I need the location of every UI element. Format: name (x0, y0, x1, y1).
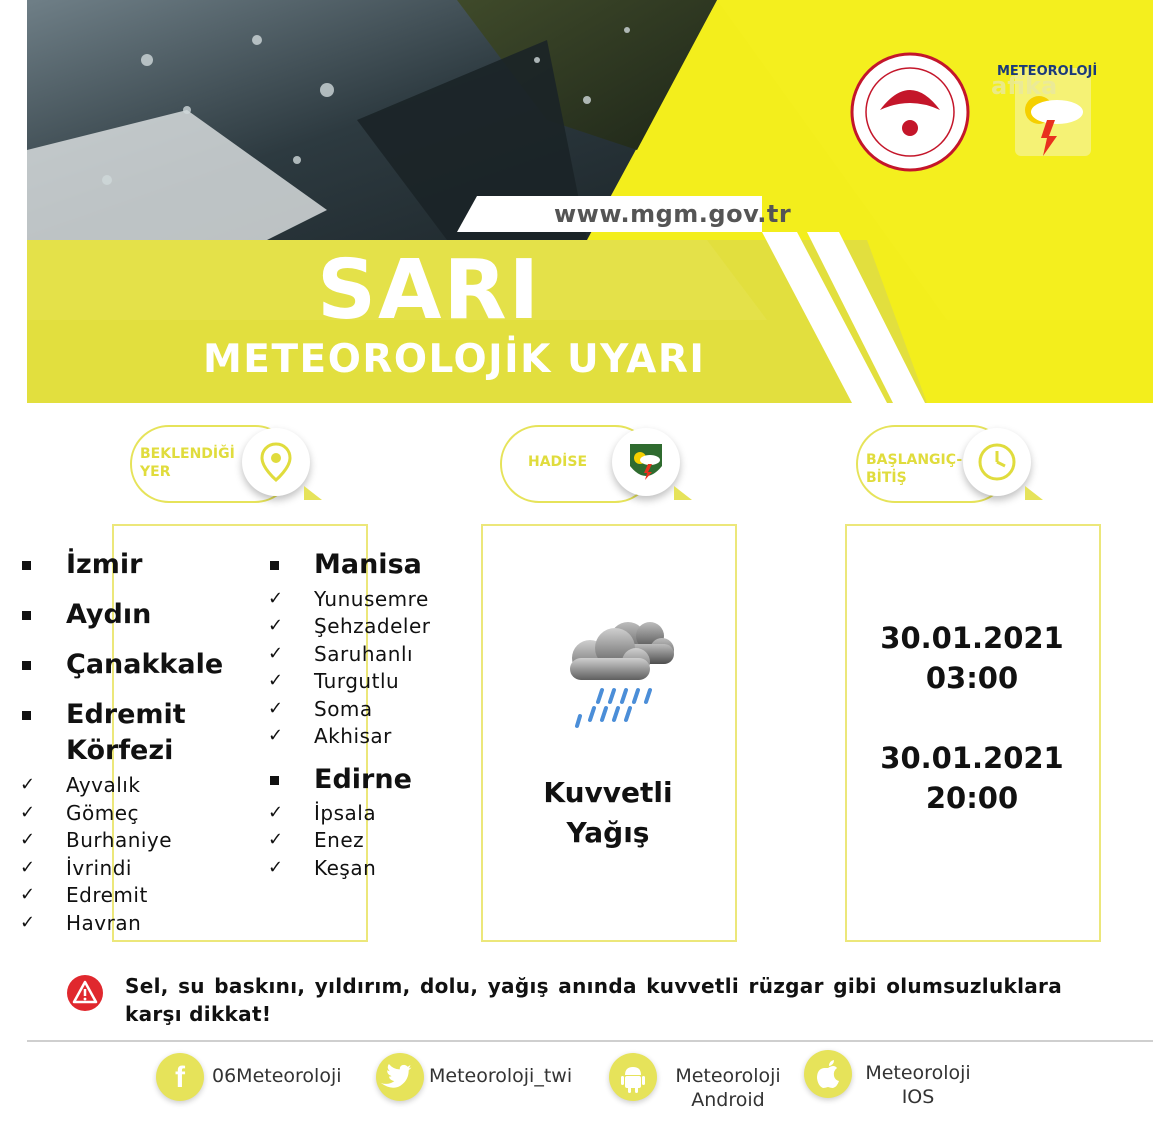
watermark-text: afika (991, 72, 1058, 100)
end-datetime: 30.01.2021 20:00 (880, 741, 1064, 815)
district-item: ✓ Yunusemre (268, 587, 429, 611)
district-item: ✓ Keşan (268, 856, 377, 880)
android-link[interactable]: Meteoroloji Android (675, 1065, 781, 1111)
apple-icon[interactable] (804, 1050, 852, 1098)
district-item: ✓ Turgutlu (268, 669, 400, 693)
district-item: ✓ Ayvalık (20, 773, 141, 797)
district-item: ✓ Şehzadeler (268, 614, 431, 638)
location-item: Çanakkale (66, 647, 223, 683)
alert-level-title: SARI (317, 243, 542, 338)
location-item: Manisa (314, 547, 422, 583)
location-item: İzmir (66, 547, 142, 583)
district-item: ✓ Gömeç (20, 801, 140, 825)
clock-icon (963, 428, 1031, 496)
district-item: ✓ İvrindi (20, 856, 132, 880)
warning-icon (66, 974, 104, 1016)
android-icon[interactable] (609, 1053, 657, 1101)
facebook-link[interactable]: 06Meteoroloji (212, 1065, 342, 1087)
location-label: BEKLENDİĞİ YER (140, 446, 235, 480)
heavy-rain-cloud-icon (560, 610, 684, 744)
location-item: Edirne (314, 762, 412, 798)
svg-text:f: f (175, 1061, 185, 1094)
location-item: Edremit Körfezi (66, 697, 216, 769)
district-item: ✓ İpsala (268, 801, 377, 825)
warning-text: Sel, su baskını, yıldırım, dolu, yağış anında kuvvetli rüzgar gibi olumsuzluklara karşı dikkat! (125, 974, 1062, 1026)
logo-text: METEOROLOJİ (997, 64, 1098, 79)
district-item: ✓ Burhaniye (20, 828, 173, 852)
district-item: ✓ Edremit (20, 883, 148, 907)
twitter-link[interactable]: Meteoroloji_twi (429, 1065, 573, 1087)
twitter-icon[interactable] (376, 1053, 424, 1101)
header-banner (27, 0, 1153, 403)
meteoroloji-small-icon (612, 428, 680, 496)
district-item: ✓ Saruhanlı (268, 642, 414, 666)
ministry-seal (852, 54, 968, 170)
district-item: ✓ Havran (20, 911, 142, 935)
location-item: Aydın (66, 597, 151, 633)
divider (27, 1040, 1153, 1042)
facebook-icon[interactable] (156, 1053, 204, 1101)
website-url[interactable]: www.mgm.gov.tr (554, 200, 792, 228)
start-datetime: 30.01.2021 03:00 (880, 621, 1064, 695)
time-box (845, 524, 1101, 942)
ios-link[interactable]: Meteoroloji IOS (865, 1062, 971, 1108)
event-name: Kuvvetli Yağış (543, 776, 673, 849)
district-item: ✓ Akhisar (268, 724, 392, 748)
district-item: ✓ Enez (268, 828, 365, 852)
district-item: ✓ Soma (268, 697, 373, 721)
alert-subtitle: METEOROLOJİK UYARI (203, 337, 706, 382)
location-pin-icon (242, 428, 310, 496)
event-label: HADİSE (528, 454, 588, 470)
time-label: BAŞLANGIÇ- BİTİŞ (866, 452, 963, 486)
